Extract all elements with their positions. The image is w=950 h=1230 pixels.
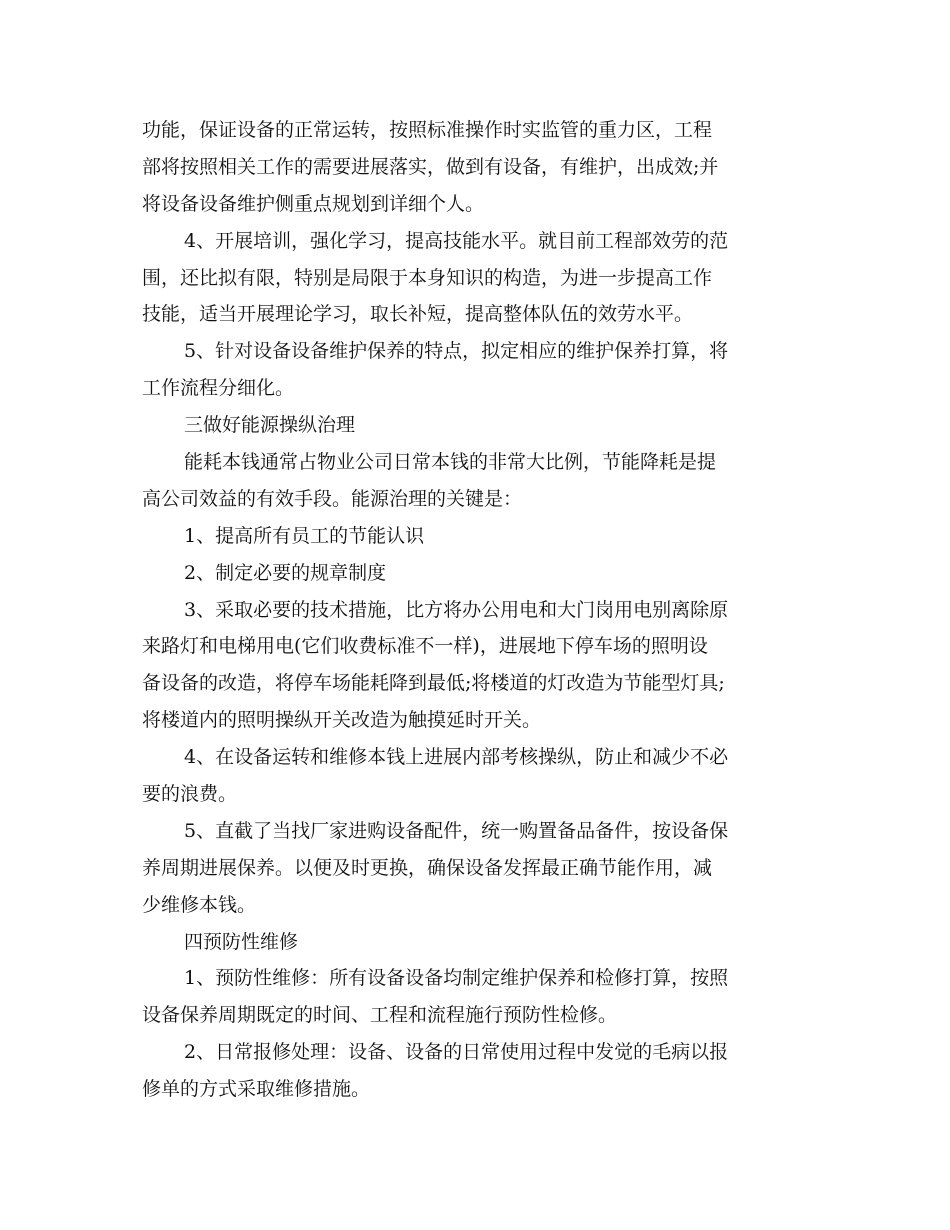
text-line: 4、开展培训，强化学习，提高技能水平。就目前工程部效劳的范 <box>184 229 729 252</box>
text-line: 技能，适当开展理论学习，取长补短，提高整体队伍的效劳水平。 <box>142 303 694 326</box>
text-line: 高公司效益的有效手段。能源治理的关键是： <box>142 487 523 510</box>
text-line: 3、采取必要的技术措施，比方将办公用电和大门岗用电别离除原 <box>184 598 729 621</box>
text-line: 备设备的改造，将停车场能耗降到最低;将楼道的灯改造为节能型灯具; <box>142 672 725 695</box>
text-line: 能耗本钱通常占物业公司日常本钱的非常大比例，节能降耗是提 <box>184 451 717 474</box>
text-line: 来路灯和电梯用电(它们收费标准不一样)，进展地下停车场的照明设 <box>142 635 708 658</box>
text-line: 2、日常报修处理：设备、设备的日常使用过程中发觉的毛病以报 <box>184 1041 729 1064</box>
text-line: 2、制定必要的规章制度 <box>184 561 387 584</box>
text-line: 三做好能源操纵治理 <box>184 414 356 437</box>
text-line: 5、直截了当找厂家进购设备配件，统一购置备品备件，按设备保 <box>184 819 729 842</box>
text-line: 工作流程分细化。 <box>142 377 295 400</box>
text-line: 修单的方式采取维修措施。 <box>142 1078 371 1101</box>
text-line: 养周期进展保养。以便及时更换，确保设备发挥最正确节能作用，减 <box>142 856 713 879</box>
text-line: 5、针对设备设备维护保养的特点，拟定相应的维护保养打算，将 <box>184 340 729 363</box>
text-line: 将楼道内的照明操纵开关改造为触摸延时开关。 <box>142 709 542 732</box>
text-line: 1、预防性维修：所有设备设备均制定维护保养和检修打算，按照 <box>184 967 729 990</box>
text-line: 少维修本钱。 <box>142 893 257 916</box>
text-line: 4、在设备运转和维修本钱上进展内部考核操纵，防止和减少不必 <box>184 746 729 769</box>
document-page <box>142 112 812 1108</box>
text-line: 功能，保证设备的正常运转，按照标准操作时实监管的重力区，工程 <box>142 119 713 141</box>
text-line: 将设备设备维护侧重点规划到详细个人。 <box>142 192 485 215</box>
text-line: 围，还比拟有限，特别是局限于本身知识的构造，为进一步提高工作 <box>142 266 713 289</box>
text-line: 设备保养周期既定的时间、工程和流程施行预防性检修。 <box>142 1004 618 1027</box>
text-line: 部将按照相关工作的需要进展落实，做到有设备，有维护，出成效;并 <box>142 155 719 178</box>
text-line: 1、提高所有员工的节能认识 <box>184 524 425 547</box>
text-line: 要的浪费。 <box>142 783 238 806</box>
text-line: 四预防性维修 <box>184 930 299 953</box>
